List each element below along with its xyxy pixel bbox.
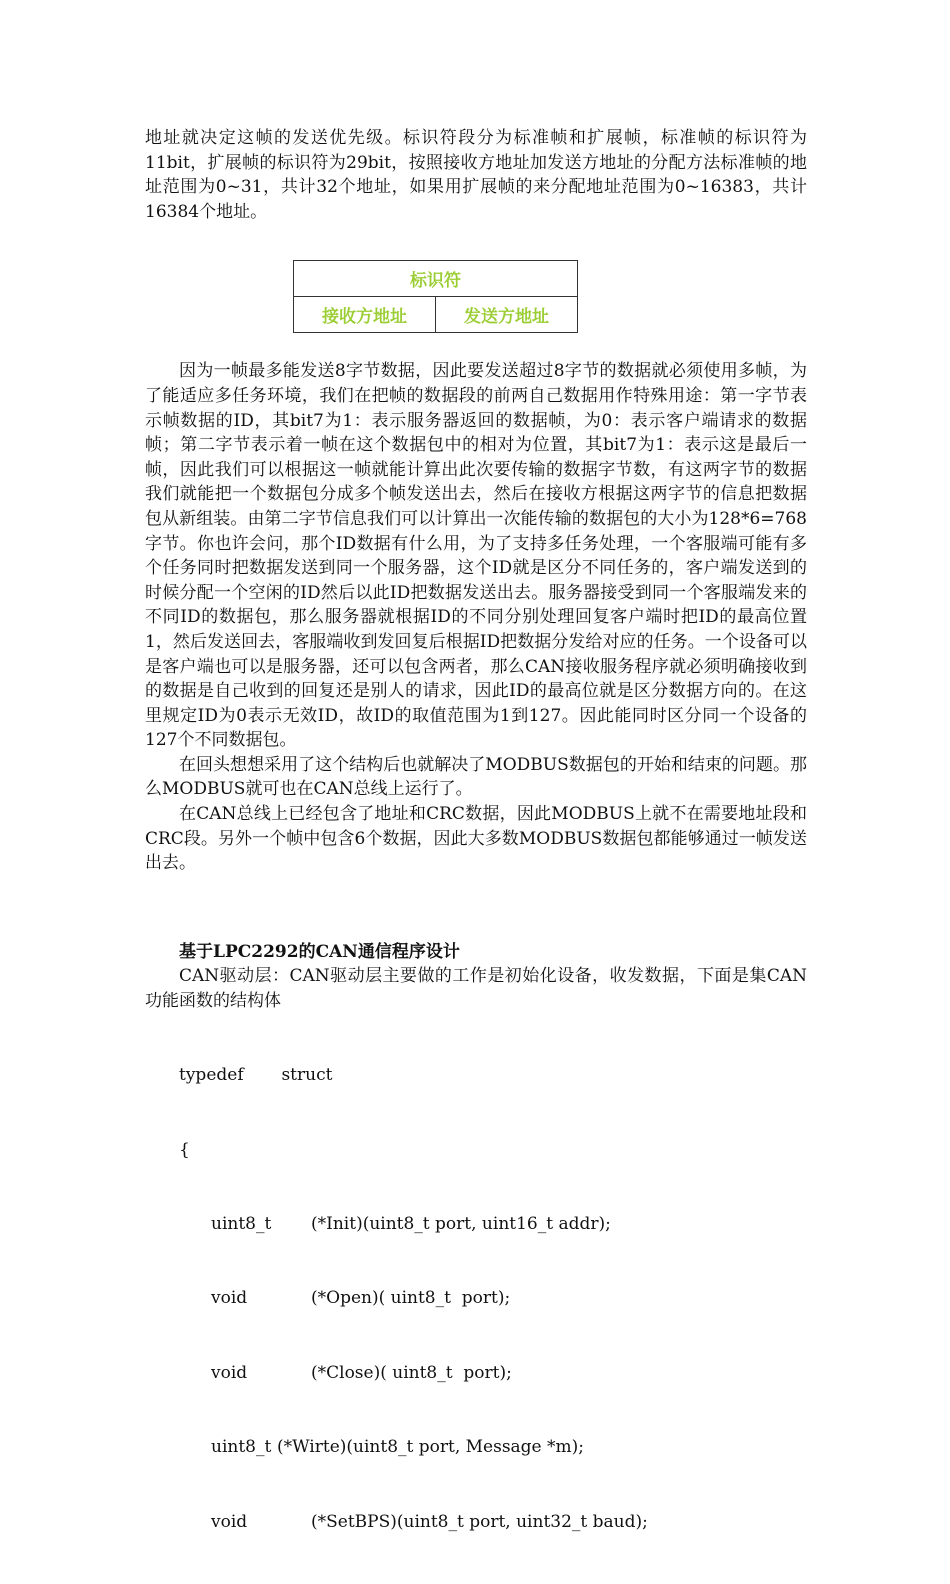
paragraph-modbus-structure: 在回头想想采用了这个结构后也就解决了MODBUS数据包的开始和结束的问题。那么MODBUS就可也在CAN总线上运行了。 [145,754,807,800]
paragraph-modbus-crc: 在CAN总线上已经包含了地址和CRC数据，因此MODBUS上就不在需要地址段和CRC段。另外一个帧中包含6个数据，因此大多数MODBUS数据包都能够通过一帧发送出去。 [145,804,807,874]
member-type: uint8_t [211,1214,272,1234]
member-decl: (*Init)(uint8_t port, uint16_t addr); [311,1214,611,1234]
paragraph-can-driver: CAN驱动层：CAN驱动层主要做的工作是初始化设备，收发数据，下面是集CAN功能函数的结构体 [145,966,807,1012]
code-member-close [145,1361,807,1386]
identifier-header-cell: 标识符 [294,261,578,297]
paragraph-multiframe: 因为一帧最多能发送8字节数据，因此要发送超过8字节的数据就必须使用多帧，为了能适应多任务环境，我们在把帧的数据段的前两自己数据用作特殊用途：第一字节表示帧数据的ID，其bit7为1：表示服务器返回的数据帧，为0：表示客户端请求的数据帧；第二字节表示着一帧在这个数据包中的相对为位置，其bit7为1：表示这是最后一帧，因此我们可以根据这一帧就能计算出此次要传输的数据字节数，有这两字节的数据我们就能把一个数据包分成多个帧发送出去，然后在接收方根据这两字节的信息把数据包从新组装。由第二字节信息我们可以计算出一次能传输的数据包的大小为128*6=768字节。你也许会问，那个ID数据有什么用，为了支持多任务处理，一个客服端可能有多个任务同时把数据发送到同一个服务器，这个ID就是区分不同任务的，客户端发送到的时候分配一个空闲的ID然后以此ID把数据发送出去。服务器接受到同一个客服端发来的不同ID的数据包，那么服务器就根据ID的不同分别处理回复客户端时把ID的最高位置1，然后发送回去，客服端收到发回复后根据ID把数据分发给对应的任务。一个设备可以是客户端也可以是服务器，还可以包含两者，那么CAN接收服务程序就必须明确接收到的数据是自己收到的回复还是别人的请求，因此ID的最高位就是区分数据方向的。在这里规定ID为0表示无效ID，故ID的取值范围为1到127。因此能同时区分同一个设备的127个不同数据包。 [145,361,807,751]
code-line-open-brace: { [179,1139,190,1160]
member-decl: (*Close)( uint8_t port); [311,1362,512,1383]
section-heading: 基于LPC2292的CAN通信程序设计 [179,941,460,962]
document-page [145,126,807,1584]
code-member-write [145,1435,807,1460]
paragraph-frame-priority: 地址就决定这帧的发送优先级。标识符段分为标准帧和扩展帧，标准帧的标识符为11bit，扩展帧的标识符为29bit，按照接收方地址加发送方地址的分配方法标准帧的地址范围为0~31，共计32个地址，如果用扩展帧的来分配地址范围为0~16383，共计16384个地址。 [145,128,807,222]
member-decl: (*SetBPS)(uint8_t port, uint32_t baud); [311,1511,648,1532]
member-decl: (*Open)( uint8_t port); [311,1288,511,1309]
code-member-setbps [145,1510,807,1535]
code-line-typedef: typedef struct [179,1065,333,1086]
identifier-table [293,260,578,333]
member-type: void [211,1511,248,1532]
member-decl: (*Wirte)(uint8_t port, Message *m); [277,1437,585,1458]
member-type: void [211,1362,248,1383]
member-type: uint8_t [211,1437,272,1458]
member-type: void [211,1288,248,1309]
code-block [145,1014,807,1584]
receiver-address-cell: 接收方地址 [294,297,436,333]
sender-address-cell: 发送方地址 [436,297,578,333]
code-member-open [145,1286,807,1311]
code-member-init [145,1212,807,1237]
